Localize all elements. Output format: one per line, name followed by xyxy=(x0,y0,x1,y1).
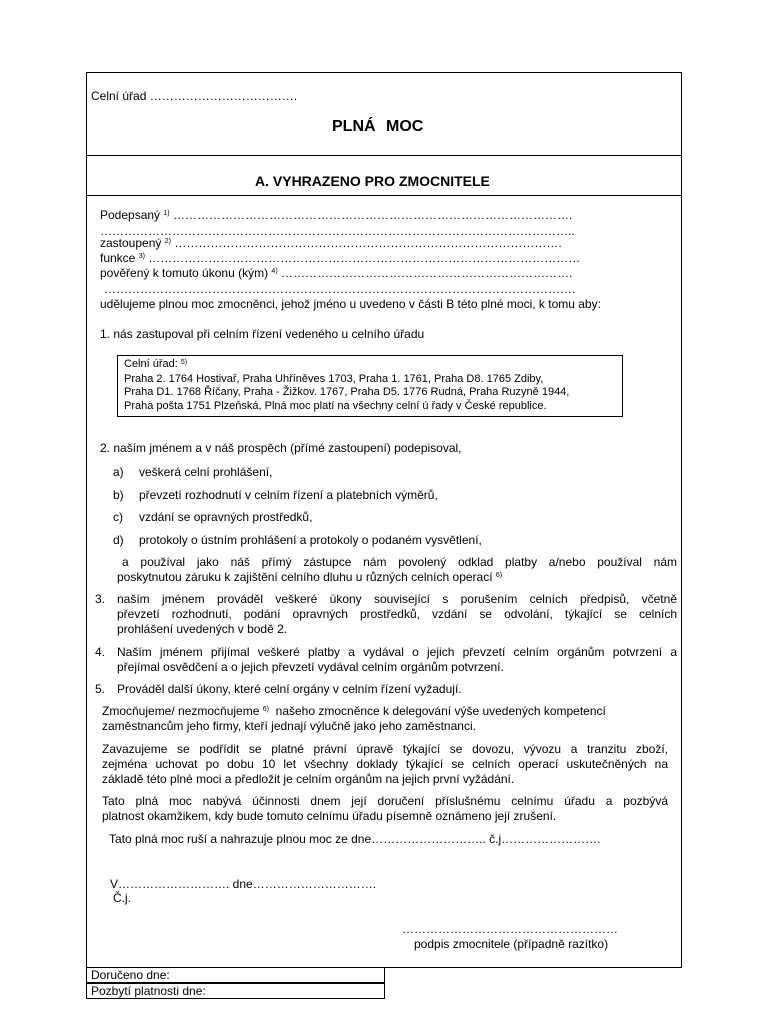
box-line-2: Praha 2. 1764 Hostivař, Praha Uhříněves 1703, Praha 1. 1761, Praha D8. 1765 Zdiby, xyxy=(124,373,544,385)
item-4-line-1: Naším jménem přijímal veškeré platby a vydával o jejich převzetí celním orgánům potvrzení a xyxy=(117,645,677,659)
validity-line-2: platnost okamžikem, kdy bude tomuto celnímu úřadu písemně oznámeno její zrušení. xyxy=(102,809,557,823)
item-2: 2. naším jménem a v náš prospěch (přímé zastoupení) podepisoval, xyxy=(100,441,462,455)
authorized-dots: ………………………………………………………………. xyxy=(281,266,573,280)
sub-item-letter: c) xyxy=(113,510,123,524)
sub-item-text: veškerá celní prohlášení, xyxy=(139,465,273,479)
signature-line: ……………………………………………… xyxy=(402,922,618,936)
sub-item-b xyxy=(113,488,438,503)
item-2-continuation-text: poskytnutou záruku k zajištění celního dluhu u různých celních operací xyxy=(117,570,493,584)
footnote-ref: 3) xyxy=(138,253,145,260)
function-label: funkce xyxy=(100,251,136,265)
validity-line-1: Tato plná moc nabývá účinnosti dnem její doručení příslušnému celnímu úřadu a pozbývá xyxy=(102,794,668,808)
grant-statement: udělujeme plnou moc zmocněnci, jehož jméno u uvedeno v části B této plné moci, k tomu aby: xyxy=(100,297,601,311)
item-4-number: 4. xyxy=(95,645,106,659)
footnote-ref: 4) xyxy=(271,268,278,275)
item-5-line-1: Prováděl další úkony, které celní orgány v celním řízení vyžadují. xyxy=(117,682,462,696)
delegation-choice: Zmocňujeme/ nezmocňujeme xyxy=(102,704,260,718)
delegation-line-1 xyxy=(102,704,606,719)
item-4-line-2: přejímal osvědčení a o jejich převzetí vydával celním orgánům potvrzení. xyxy=(117,660,504,674)
sub-item-text: protokoly o ústním prohlášení a protokoly o podaném vysvětlení, xyxy=(139,533,482,547)
delegation-line-2: zaměstnancům jeho firmy, kteří jednají výlučně jako jeho zaměstnanci. xyxy=(102,719,476,733)
signee-line xyxy=(100,208,572,223)
box-line-3: Praha D1. 1768 Říčany, Praha - Žižkov. 1767, Praha D5. 1776 Rudná, Praha Ruzyně 1944, xyxy=(124,386,570,398)
sub-item-text: převzetí rozhodnutí v celním řízení a platebních výměrů, xyxy=(139,488,438,502)
delegation-text: našeho zmocněnce k delegování výše uvedených kompetencí xyxy=(275,704,606,718)
section-divider xyxy=(86,195,682,196)
signee-continuation-dots: ……………………………………………………………………………………………………….. xyxy=(100,224,575,238)
function-line xyxy=(100,251,580,266)
box-line-4: Praha pošta 1751 Plzeňská, Plná moc platí na všechny celní ú řady v České republice. xyxy=(124,400,547,412)
delivered-date-field: Doručeno dne: xyxy=(86,967,385,983)
box-heading: Celní úřad: xyxy=(124,358,178,370)
cancellation-statement: Tato plná moc ruší a nahrazuje plnou moc ze dne……………………….. č.j……………………. xyxy=(109,832,601,846)
represented-line xyxy=(100,236,562,251)
section-a-heading: A. VYHRAZENO PRO ZMOCNITELE xyxy=(255,173,490,189)
authorized-continuation-dots: ………………………………………………………………………………………………………. xyxy=(104,282,576,296)
expiry-date-field: Pozbytí platnosti dne: xyxy=(86,983,385,999)
footnote-ref: 1) xyxy=(163,210,170,217)
footnote-ref: 2) xyxy=(164,238,171,245)
sub-item-a xyxy=(113,465,272,480)
box-line-1 xyxy=(124,358,187,371)
represented-label: zastoupený xyxy=(100,236,162,250)
footnote-ref: 5) xyxy=(180,359,188,366)
customs-office-field: Celní úřad ………………………………. xyxy=(91,89,298,103)
obligation-line-3: základě této plné moci a předložit je celním orgánům na jejich první vyžádání. xyxy=(102,772,515,786)
item-3-number: 3. xyxy=(95,592,106,606)
sub-item-c xyxy=(113,510,312,525)
authorized-label: pověřený k tomuto úkonu (kým) xyxy=(100,266,269,280)
authorized-line xyxy=(100,266,572,281)
signee-label: Podepsaný xyxy=(100,208,161,222)
customs-office-box xyxy=(117,355,623,417)
obligation-line-1: Zavazujeme se podřídit se platné právní úpravě týkající se dovozu, vývozu a tranzitu zboží, xyxy=(102,742,668,756)
item-2-continuation-1: a používal jako náš přímý zástupce nám povolený odklad platby a/nebo používal nám xyxy=(122,555,677,569)
item-1: 1. nás zastupoval při celním řízení vedeného u celního úřadu xyxy=(100,327,425,341)
item-5-number: 5. xyxy=(95,682,106,696)
header-divider xyxy=(86,155,682,156)
obligation-line-2: zejména uchovat po dobu 10 let všechny doklady týkající se celních operací uskutečněných na xyxy=(102,757,668,771)
item-2-continuation-2 xyxy=(117,570,502,585)
item-3-line-3: prohlášení uvedených v bodě 2. xyxy=(117,622,288,636)
item-3-line-1: naším jménem prováděl veškeré úkony související s porušením celních předpisů, včetně xyxy=(117,592,677,606)
sub-item-d xyxy=(113,533,482,548)
sub-item-letter: b) xyxy=(113,488,124,502)
signature-label: podpis zmocnitele (případně razítko) xyxy=(414,937,609,951)
place-date-field: V………………………. dne…………………………. xyxy=(110,877,377,891)
page-title: PLNÁ MOC xyxy=(332,118,424,135)
footnote-ref: 6) xyxy=(495,572,503,579)
footnote-ref: 6) xyxy=(262,706,269,713)
signee-dots: ………………………………………………………………………………………. xyxy=(172,208,573,222)
reference-number-label: Č.j. xyxy=(113,891,131,905)
item-3-line-2: převzetí rozhodnutí, podání opravných prostředků, vzdání se odvolání, týkající se celních xyxy=(117,607,677,621)
represented-dots: ……………………………………………………………………………………. xyxy=(174,236,562,250)
sub-item-text: vzdání se opravných prostředků, xyxy=(139,510,313,524)
sub-item-letter: d) xyxy=(113,533,124,547)
sub-item-letter: a) xyxy=(113,465,124,479)
function-dots: ……………………………………………………………………………………………… xyxy=(148,251,581,265)
